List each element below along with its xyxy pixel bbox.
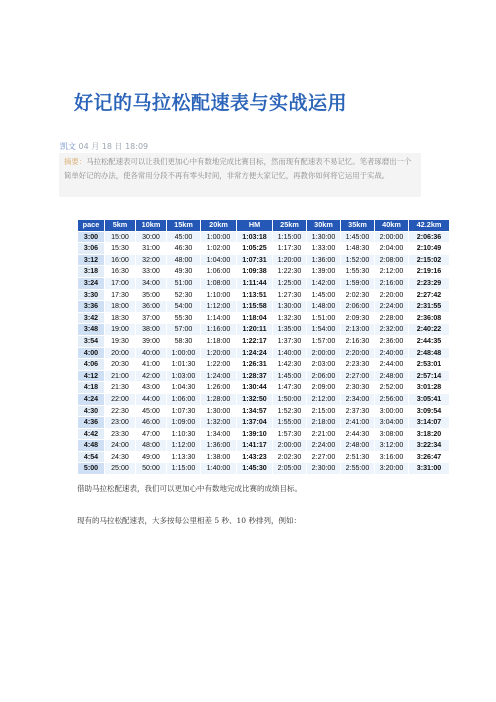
time-cell: 3:31:00 [409, 463, 450, 475]
time-cell: 1:24:00 [201, 370, 237, 382]
time-cell: 49:00 [136, 451, 167, 463]
time-cell: 1:41:17 [237, 440, 273, 452]
time-cell: 2:08:00 [375, 254, 409, 266]
table-row [78, 243, 450, 255]
time-cell: 1:45:00 [307, 289, 341, 301]
time-cell: 23:00 [105, 417, 136, 429]
time-cell: 3:14:07 [409, 417, 450, 429]
time-cell: 17:30 [105, 289, 136, 301]
time-cell: 1:25:00 [273, 277, 307, 289]
time-cell: 1:03:00 [167, 370, 201, 382]
time-cell: 1:37:04 [237, 417, 273, 429]
time-cell: 1:52:30 [273, 405, 307, 417]
time-cell: 1:48:30 [341, 243, 375, 255]
time-cell: 1:37:30 [273, 335, 307, 347]
time-cell: 1:55:30 [341, 266, 375, 278]
time-cell: 1:01:30 [167, 359, 201, 371]
time-cell: 1:16:00 [201, 324, 237, 336]
time-cell: 1:07:31 [237, 254, 273, 266]
time-cell: 44:00 [136, 393, 167, 405]
time-cell: 2:21:00 [307, 428, 341, 440]
time-cell: 1:08:00 [201, 277, 237, 289]
time-cell: 2:13:00 [341, 324, 375, 336]
pace-cell: 3:30 [78, 289, 105, 301]
time-cell: 1:14:00 [201, 312, 237, 324]
time-cell: 1:38:00 [201, 451, 237, 463]
pace-cell: 3:06 [78, 243, 105, 255]
pace-cell: 3:48 [78, 324, 105, 336]
time-cell: 1:27:30 [273, 289, 307, 301]
time-cell: 2:23:30 [341, 359, 375, 371]
time-cell: 1:50:00 [273, 393, 307, 405]
time-cell: 1:10:30 [167, 428, 201, 440]
column-header: 42.2km [409, 220, 450, 232]
table-body [78, 231, 450, 474]
time-cell: 1:13:51 [237, 289, 273, 301]
time-cell: 2:44:00 [375, 359, 409, 371]
time-cell: 1:45:00 [273, 370, 307, 382]
table-row [78, 463, 450, 475]
table-row [78, 370, 450, 382]
time-cell: 2:06:36 [409, 231, 450, 243]
time-cell: 25:00 [105, 463, 136, 475]
time-cell: 1:22:17 [237, 335, 273, 347]
column-header: 30km [307, 220, 341, 232]
time-cell: 2:00:00 [307, 347, 341, 359]
time-cell: 43:00 [136, 382, 167, 394]
time-cell: 18:00 [105, 301, 136, 313]
time-cell: 2:10:49 [409, 243, 450, 255]
time-cell: 2:09:30 [341, 312, 375, 324]
time-cell: 33:00 [136, 266, 167, 278]
time-cell: 2:32:00 [375, 324, 409, 336]
time-cell: 48:00 [167, 254, 201, 266]
time-cell: 1:07:30 [167, 405, 201, 417]
author-name[interactable]: 凯文 [60, 142, 76, 151]
table-row [78, 347, 450, 359]
time-cell: 1:04:00 [201, 254, 237, 266]
time-cell: 2:05:00 [273, 463, 307, 475]
time-cell: 41:00 [136, 359, 167, 371]
time-cell: 57:00 [167, 324, 201, 336]
table-row [78, 254, 450, 266]
table-row [78, 451, 450, 463]
time-cell: 58:30 [167, 335, 201, 347]
time-cell: 3:05:41 [409, 393, 450, 405]
time-cell: 1:09:00 [167, 417, 201, 429]
time-cell: 1:15:58 [237, 301, 273, 313]
time-cell: 21:00 [105, 370, 136, 382]
time-cell: 54:00 [167, 301, 201, 313]
time-cell: 2:00:00 [375, 231, 409, 243]
time-cell: 1:20:11 [237, 324, 273, 336]
column-header: 5km [105, 220, 136, 232]
time-cell: 1:59:00 [341, 277, 375, 289]
table-header-row [78, 220, 450, 232]
table-row [78, 393, 450, 405]
time-cell: 1:12:00 [167, 440, 201, 452]
time-cell: 3:18:20 [409, 428, 450, 440]
time-cell: 1:13:30 [167, 451, 201, 463]
time-cell: 51:00 [167, 277, 201, 289]
time-cell: 2:20:00 [341, 347, 375, 359]
pace-cell: 4:06 [78, 359, 105, 371]
time-cell: 2:06:00 [307, 370, 341, 382]
time-cell: 2:53:01 [409, 359, 450, 371]
time-cell: 1:33:00 [307, 243, 341, 255]
time-cell: 1:42:00 [307, 277, 341, 289]
time-cell: 1:18:04 [237, 312, 273, 324]
time-cell: 2:09:00 [307, 382, 341, 394]
time-cell: 3:09:54 [409, 405, 450, 417]
table-row [78, 301, 450, 313]
pace-cell: 3:42 [78, 312, 105, 324]
column-header: HM [237, 220, 273, 232]
time-cell: 20:30 [105, 359, 136, 371]
time-cell: 37:00 [136, 312, 167, 324]
time-cell: 2:19:16 [409, 266, 450, 278]
table-row [78, 417, 450, 429]
time-cell: 2:52:00 [375, 382, 409, 394]
time-cell: 1:02:00 [201, 243, 237, 255]
time-cell: 1:00:00 [167, 347, 201, 359]
time-cell: 2:36:00 [375, 335, 409, 347]
time-cell: 2:44:35 [409, 335, 450, 347]
pace-cell: 4:18 [78, 382, 105, 394]
time-cell: 1:36:00 [201, 440, 237, 452]
time-cell: 47:00 [136, 428, 167, 440]
time-cell: 3:01:28 [409, 382, 450, 394]
time-cell: 18:30 [105, 312, 136, 324]
pace-cell: 4:48 [78, 440, 105, 452]
time-cell: 2:23:29 [409, 277, 450, 289]
time-cell: 1:30:00 [307, 231, 341, 243]
time-cell: 1:32:30 [273, 312, 307, 324]
time-cell: 2:27:42 [409, 289, 450, 301]
pace-cell: 3:36 [78, 301, 105, 313]
time-cell: 2:27:00 [307, 451, 341, 463]
pace-cell: 4:42 [78, 428, 105, 440]
time-cell: 1:52:00 [341, 254, 375, 266]
time-cell: 2:56:00 [375, 393, 409, 405]
time-cell: 1:39:10 [237, 428, 273, 440]
time-cell: 2:12:00 [375, 266, 409, 278]
table-row [78, 440, 450, 452]
time-cell: 35:00 [136, 289, 167, 301]
time-cell: 49:30 [167, 266, 201, 278]
time-cell: 45:00 [136, 405, 167, 417]
time-cell: 31:00 [136, 243, 167, 255]
publish-date: 04 月 18 日 18:09 [78, 142, 149, 151]
time-cell: 2:18:00 [307, 417, 341, 429]
time-cell: 40:00 [136, 347, 167, 359]
time-cell: 21:30 [105, 382, 136, 394]
pace-cell: 3:18 [78, 266, 105, 278]
time-cell: 52:30 [167, 289, 201, 301]
time-cell: 2:15:00 [307, 405, 341, 417]
time-cell: 3:04:00 [375, 417, 409, 429]
time-cell: 1:35:00 [273, 324, 307, 336]
pace-cell: 5:00 [78, 463, 105, 475]
time-cell: 2:48:00 [375, 370, 409, 382]
time-cell: 2:30:00 [307, 463, 341, 475]
time-cell: 46:00 [136, 417, 167, 429]
time-cell: 45:00 [167, 231, 201, 243]
body-paragraph-2: 现有的马拉松配速表，大多按每公里相差 5 秒、10 秒排列，例如： [77, 516, 301, 525]
time-cell: 19:00 [105, 324, 136, 336]
pace-cell: 4:00 [78, 347, 105, 359]
column-header: pace [78, 220, 105, 232]
column-header: 10km [136, 220, 167, 232]
time-cell: 36:00 [136, 301, 167, 313]
time-cell: 1:55:00 [273, 417, 307, 429]
time-cell: 1:54:00 [307, 324, 341, 336]
column-header: 20km [201, 220, 237, 232]
time-cell: 1:42:30 [273, 359, 307, 371]
time-cell: 2:31:55 [409, 301, 450, 313]
time-cell: 30:00 [136, 231, 167, 243]
time-cell: 1:15:00 [273, 231, 307, 243]
time-cell: 2:48:00 [341, 440, 375, 452]
pace-cell: 4:24 [78, 393, 105, 405]
time-cell: 3:12:00 [375, 440, 409, 452]
body-paragraph-1: 借助马拉松配速表，我们可以更加心中有数地完成比赛的成绩目标。 [77, 484, 302, 493]
time-cell: 1:10:00 [201, 289, 237, 301]
table-row [78, 405, 450, 417]
time-cell: 1:15:00 [167, 463, 201, 475]
time-cell: 1:34:00 [201, 428, 237, 440]
pace-cell: 4:36 [78, 417, 105, 429]
time-cell: 1:09:38 [237, 266, 273, 278]
column-header: 15km [167, 220, 201, 232]
time-cell: 1:06:00 [167, 393, 201, 405]
time-cell: 2:28:00 [375, 312, 409, 324]
table-row [78, 266, 450, 278]
time-cell: 2:24:00 [375, 301, 409, 313]
time-cell: 15:00 [105, 231, 136, 243]
time-cell: 1:34:57 [237, 405, 273, 417]
time-cell: 1:20:00 [201, 347, 237, 359]
time-cell: 1:51:00 [307, 312, 341, 324]
table-row [78, 312, 450, 324]
table-row [78, 382, 450, 394]
time-cell: 1:22:00 [201, 359, 237, 371]
time-cell: 1:26:31 [237, 359, 273, 371]
time-cell: 2:06:00 [341, 301, 375, 313]
time-cell: 1:32:00 [201, 417, 237, 429]
table-row [78, 289, 450, 301]
time-cell: 1:39:00 [307, 266, 341, 278]
time-cell: 34:00 [136, 277, 167, 289]
time-cell: 24:30 [105, 451, 136, 463]
time-cell: 3:26:47 [409, 451, 450, 463]
time-cell: 32:00 [136, 254, 167, 266]
time-cell: 20:00 [105, 347, 136, 359]
time-cell: 1:45:00 [341, 231, 375, 243]
time-cell: 1:47:30 [273, 382, 307, 394]
time-cell: 1:40:00 [273, 347, 307, 359]
time-cell: 2:12:00 [307, 393, 341, 405]
pace-table [77, 219, 450, 475]
time-cell: 1:26:00 [201, 382, 237, 394]
time-cell: 3:22:34 [409, 440, 450, 452]
time-cell: 2:44:30 [341, 428, 375, 440]
time-cell: 2:02:30 [273, 451, 307, 463]
pace-cell: 4:54 [78, 451, 105, 463]
time-cell: 1:18:00 [201, 335, 237, 347]
pace-cell: 4:12 [78, 370, 105, 382]
time-cell: 3:00:00 [375, 405, 409, 417]
time-cell: 2:41:00 [341, 417, 375, 429]
time-cell: 2:34:00 [341, 393, 375, 405]
pace-cell: 3:24 [78, 277, 105, 289]
time-cell: 1:24:24 [237, 347, 273, 359]
time-cell: 1:40:00 [201, 463, 237, 475]
time-cell: 2:16:30 [341, 335, 375, 347]
time-cell: 2:30:30 [341, 382, 375, 394]
time-cell: 16:00 [105, 254, 136, 266]
time-cell: 1:32:50 [237, 393, 273, 405]
time-cell: 2:20:00 [375, 289, 409, 301]
summary-label: 摘要： [64, 157, 87, 166]
time-cell: 17:00 [105, 277, 136, 289]
time-cell: 1:43:23 [237, 451, 273, 463]
time-cell: 1:30:00 [273, 301, 307, 313]
pace-cell: 3:12 [78, 254, 105, 266]
time-cell: 1:11:44 [237, 277, 273, 289]
table-row [78, 335, 450, 347]
time-cell: 50:00 [136, 463, 167, 475]
time-cell: 22:30 [105, 405, 136, 417]
time-cell: 1:57:00 [307, 335, 341, 347]
time-cell: 2:48:48 [409, 347, 450, 359]
time-cell: 1:06:00 [201, 266, 237, 278]
time-cell: 24:00 [105, 440, 136, 452]
time-cell: 3:20:00 [375, 463, 409, 475]
time-cell: 1:28:00 [201, 393, 237, 405]
time-cell: 1:45:30 [237, 463, 273, 475]
time-cell: 46:30 [167, 243, 201, 255]
time-cell: 2:51:30 [341, 451, 375, 463]
time-cell: 2:00:00 [273, 440, 307, 452]
time-cell: 1:03:18 [237, 231, 273, 243]
column-header: 40km [375, 220, 409, 232]
time-cell: 2:40:22 [409, 324, 450, 336]
time-cell: 23:30 [105, 428, 136, 440]
time-cell: 1:30:00 [201, 405, 237, 417]
time-cell: 22:00 [105, 393, 136, 405]
time-cell: 1:00:00 [201, 231, 237, 243]
time-cell: 2:37:30 [341, 405, 375, 417]
column-header: 35km [341, 220, 375, 232]
time-cell: 2:27:00 [341, 370, 375, 382]
time-cell: 2:55:00 [341, 463, 375, 475]
time-cell: 1:12:00 [201, 301, 237, 313]
time-cell: 2:03:00 [307, 359, 341, 371]
summary-box [59, 153, 421, 197]
time-cell: 42:00 [136, 370, 167, 382]
page-title: 好记的马拉松配速表与实战运用 [74, 92, 348, 114]
time-cell: 1:17:30 [273, 243, 307, 255]
column-header: 25km [273, 220, 307, 232]
pace-cell: 3:00 [78, 231, 105, 243]
time-cell: 48:00 [136, 440, 167, 452]
time-cell: 1:20:00 [273, 254, 307, 266]
time-cell: 19:30 [105, 335, 136, 347]
time-cell: 2:40:00 [375, 347, 409, 359]
table-row [78, 359, 450, 371]
pace-cell: 4:30 [78, 405, 105, 417]
article-meta [60, 141, 148, 152]
time-cell: 1:30:44 [237, 382, 273, 394]
time-cell: 2:15:02 [409, 254, 450, 266]
time-cell: 1:04:30 [167, 382, 201, 394]
table-row [78, 428, 450, 440]
time-cell: 16:30 [105, 266, 136, 278]
time-cell: 38:00 [136, 324, 167, 336]
time-cell: 1:28:37 [237, 370, 273, 382]
time-cell: 39:00 [136, 335, 167, 347]
time-cell: 2:57:14 [409, 370, 450, 382]
pace-cell: 3:54 [78, 335, 105, 347]
time-cell: 55:30 [167, 312, 201, 324]
time-cell: 2:36:08 [409, 312, 450, 324]
time-cell: 2:02:30 [341, 289, 375, 301]
time-cell: 2:24:00 [307, 440, 341, 452]
table-row [78, 277, 450, 289]
time-cell: 3:16:00 [375, 451, 409, 463]
time-cell: 1:57:30 [273, 428, 307, 440]
time-cell: 1:22:30 [273, 266, 307, 278]
summary-text: 马拉松配速表可以让我们更加心中有数地完成比赛目标，然而现有配速表不易记忆。笔者琢磨出一个简单好记的办法，使各常用分段不再有零头时间，非常方便大家记忆，再教你如何将它运用于实战。 [64, 157, 412, 180]
time-cell: 3:08:00 [375, 428, 409, 440]
time-cell: 1:36:00 [307, 254, 341, 266]
time-cell: 1:05:25 [237, 243, 273, 255]
table-row [78, 324, 450, 336]
time-cell: 2:04:00 [375, 243, 409, 255]
table-row [78, 231, 450, 243]
time-cell: 15:30 [105, 243, 136, 255]
time-cell: 1:48:00 [307, 301, 341, 313]
time-cell: 2:16:00 [375, 277, 409, 289]
